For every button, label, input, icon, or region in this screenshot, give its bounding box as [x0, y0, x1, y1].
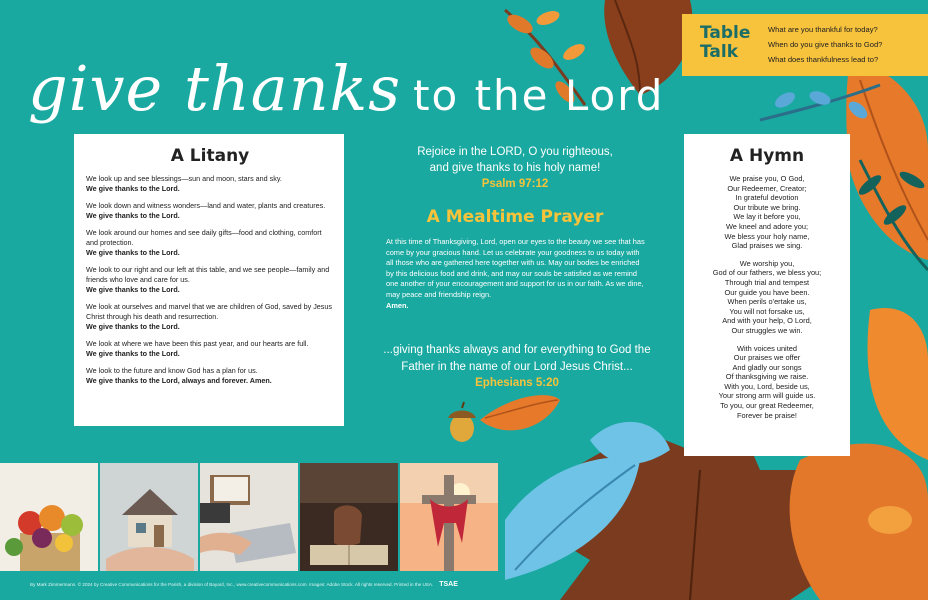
litany-response: We give thanks to the Lord, always and forever. Amen.: [86, 376, 272, 385]
litany-heading: A Litany: [170, 146, 250, 166]
prayer-body: At this time of Thanksgiving, Lord, open our eyes to the beauty we see that has come by your gracious hand. Let us celebrate your goodness to us today with all those who are gathered here together with us. May our bodies be enriched by this delicious food and drink, and may our souls be satisfied as we remind one another of your encouragement and support for us in our faith. As we dine, may peace and friendship reign.: [386, 237, 645, 299]
table-talk-questions: [768, 22, 882, 67]
litany-item: [86, 174, 334, 194]
litany-item: [86, 366, 334, 386]
litany-item: [86, 265, 334, 295]
table-talk-question: When do you give thanks to God?: [768, 40, 883, 49]
ephesians-verse: [376, 342, 658, 392]
hymn-line: We bless your holy name,: [724, 231, 810, 241]
litany-call: We look at ourselves and marvel that we are children of God, saved by Jesus Christ through his death and resurrection.: [86, 302, 332, 321]
hymn-line: With you, Lord, beside us,: [724, 381, 810, 391]
litany-call: We look at where we have been this past year, and our hearts are full.: [86, 339, 309, 348]
litany-response: We give thanks to the Lord.: [86, 285, 180, 294]
hymn-line: We kneel and adore you;: [725, 221, 809, 231]
psalm-verse-ref: Psalm 97:12: [481, 178, 549, 190]
psalm-verse-line2: and give thanks to his holy name!: [429, 162, 601, 174]
credits: [30, 581, 458, 588]
cross-photo: [400, 463, 498, 571]
litany-item: [86, 228, 334, 258]
hymn-line: When perils o'ertake us,: [727, 297, 807, 307]
hymn-line: With voices united: [737, 343, 797, 353]
hymn-stanza: [690, 259, 844, 336]
ephesians-verse-text: ...giving thanks always and for everything to God the Father in the name of our Lord Jesus Christ...: [383, 344, 651, 373]
hymn-line: Our guide you have been.: [724, 287, 810, 297]
laptop-notebook-photo: [200, 463, 298, 571]
table-talk-question: What are you thankful for today?: [768, 25, 878, 34]
litany-item: [86, 339, 334, 359]
hymn-line: Our praises we offer: [733, 353, 801, 363]
product-code: TSAE: [439, 581, 458, 588]
hymn-line: Through trial and tempest: [724, 277, 810, 287]
hymn-line: We worship you,: [739, 258, 795, 268]
litany-item: [86, 201, 334, 221]
hymn-line: Our tribute we bring.: [733, 202, 801, 212]
litany-call: We look up and see blessings—sun and moon, stars and sky.: [86, 174, 282, 183]
hymn-stanza: [690, 174, 844, 251]
table-talk-question: What does thankfulness lead to?: [768, 55, 879, 64]
litany-response: We give thanks to the Lord.: [86, 211, 180, 220]
ephesians-verse-ref: Ephesians 5:20: [475, 377, 559, 389]
prayer-amen: Amen.: [386, 300, 409, 310]
table-talk-label-line1: Table: [700, 23, 751, 43]
hymn-line: To you, our great Redeemer,: [720, 401, 814, 411]
credits-text: By Mark Zimmermann. © 2024 by Creative Communications for the Parish, a division of Bayard, Inc., www.creativecommunications.com. Images: Adobe Stock. All rights reserved. Printed in the USA.: [30, 582, 434, 587]
hymn-panel: [684, 134, 850, 456]
psalm-verse-line1: Rejoice in the LORD, O you righteous,: [417, 146, 613, 158]
prayer-heading: A Mealtime Prayer: [426, 207, 604, 227]
litany-call: We look around our homes and see daily gifts—food and clothing, comfort and protection.: [86, 228, 322, 247]
hymn-line: Our Redeemer, Creator;: [727, 183, 807, 193]
hymn-line: Your strong arm will guide us.: [718, 391, 816, 401]
litany-call: We look down and witness wonders—land and water, plants and creatures.: [86, 201, 326, 210]
litany-item: [86, 302, 334, 332]
litany-response: We give thanks to the Lord.: [86, 184, 180, 193]
hymn-line: You will not forsake us,: [729, 306, 805, 316]
hymn-line: We lay it before you,: [733, 212, 801, 222]
hymn-heading: A Hymn: [729, 146, 805, 166]
hymn-line: Of thanksgiving we raise.: [725, 372, 809, 382]
acorn-icon: [448, 402, 476, 442]
hymn-line: Forever be praise!: [737, 410, 797, 420]
title-script: give thanks: [28, 52, 402, 125]
produce-photo: [0, 463, 98, 571]
photo-strip: [0, 463, 502, 571]
litany-panel: [74, 134, 344, 426]
table-talk-label-line2: Talk: [700, 42, 739, 62]
hymn-line: In grateful devotion: [735, 193, 799, 203]
house-in-hands-photo: [100, 463, 198, 571]
table-talk-box: [682, 14, 928, 76]
litany-call: We look to our right and our left at this table, and we see people—family and friends who love and care for us.: [86, 265, 330, 284]
hymn-line: Glad praises we sing.: [731, 241, 803, 251]
hymn-line: And with your help, O Lord,: [722, 316, 812, 326]
litany-response: We give thanks to the Lord.: [86, 349, 180, 358]
hymn-line: Our struggles we win.: [731, 325, 803, 335]
hymn-line: And gladly our songs: [732, 362, 802, 372]
prayer-text: [386, 237, 648, 311]
hymn-line: God of our fathers, we bless you;: [712, 268, 822, 278]
page-title: [28, 52, 664, 125]
hymn-stanza: [690, 344, 844, 421]
psalm-verse: [370, 144, 660, 192]
praying-hands-photo: [300, 463, 398, 571]
litany-response: We give thanks to the Lord.: [86, 248, 180, 257]
hymn-line: We praise you, O God,: [729, 174, 805, 183]
table-talk-label: [700, 24, 750, 62]
litany-response: We give thanks to the Lord.: [86, 322, 180, 331]
title-plain: to the Lord: [413, 71, 665, 120]
litany-call: We look to the future and know God has a plan for us.: [86, 366, 258, 375]
